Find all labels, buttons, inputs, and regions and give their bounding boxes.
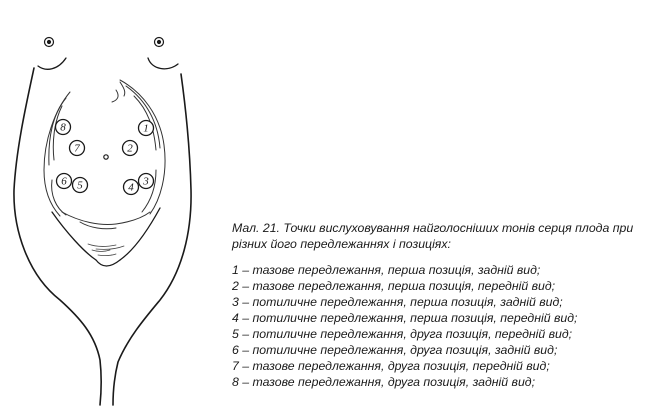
caption — [232, 220, 657, 390]
marker-1 — [139, 121, 154, 136]
legend-item: 2 – тазове передлежання, перша позиція, передній вид; — [232, 279, 556, 293]
navel — [104, 155, 108, 159]
marker-label: 2 — [127, 142, 133, 155]
legend-item: 7 – тазове передлежання, друга позиція, передній вид; — [232, 359, 550, 373]
legend-item: 3 – потиличне передлежання, перша позиція, задній вид; — [232, 295, 563, 309]
legend-item: 1 – тазове передлежання, перша позиція, задній вид; — [232, 263, 541, 277]
marker-7 — [70, 141, 85, 156]
pubic-hatching — [88, 244, 124, 256]
torso-left-contour — [14, 68, 101, 405]
groin-line-right — [120, 208, 160, 260]
groin-line-left — [52, 212, 96, 260]
legend-item: 5 – потиличне передлежання, друга позиція, передній вид; — [232, 327, 573, 341]
marker-label: 5 — [77, 179, 83, 192]
auscultation-points — [56, 120, 154, 195]
marker-label: 4 — [128, 181, 134, 194]
marker-8 — [56, 120, 71, 135]
marker-label: 3 — [143, 175, 149, 188]
right-breast-contour — [148, 58, 178, 69]
legend-item: 4 – потиличне передлежання, перша позиція, передній вид; — [232, 311, 578, 325]
marker-2 — [123, 141, 138, 156]
legend-item: 8 – тазове передлежання, друга позиція, задній вид; — [232, 375, 536, 389]
legend-item: 6 – потиличне передлежання, друга позиція, задній вид; — [232, 343, 558, 357]
marker-label: 1 — [143, 122, 149, 135]
marker-label: 7 — [74, 142, 80, 155]
marker-label: 6 — [61, 175, 67, 188]
marker-6 — [57, 174, 72, 189]
marker-3 — [139, 174, 154, 189]
pubic-area — [96, 260, 120, 266]
caption-title: Мал. 21. Точки вислуховування найголосніших тонів серця плода при різних його передлежаннях і позиціях: — [232, 221, 634, 251]
marker-label: 8 — [60, 121, 66, 134]
legend-list — [232, 262, 657, 390]
right-nipple — [155, 38, 164, 47]
marker-4 — [124, 180, 139, 195]
marker-5 — [73, 178, 88, 193]
left-nipple — [45, 38, 54, 47]
belly-shading — [44, 80, 165, 229]
left-breast-contour — [38, 58, 66, 69]
